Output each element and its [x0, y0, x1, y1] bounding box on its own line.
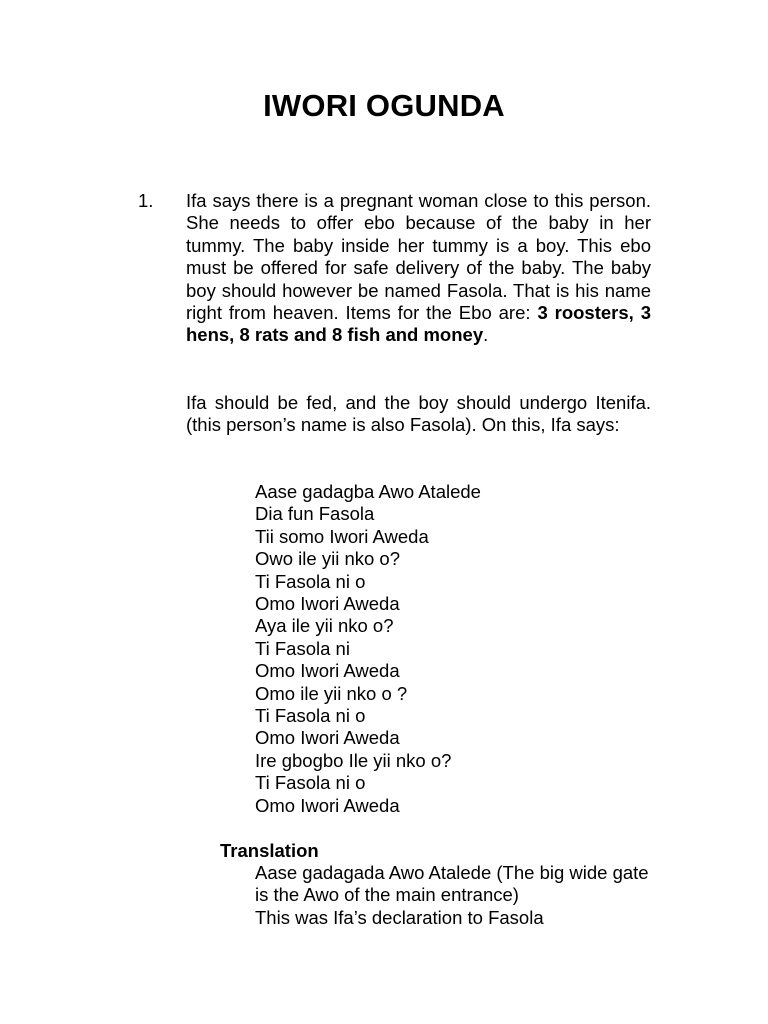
verse-line: Ire gbogbo Ile yii nko o? — [255, 749, 452, 771]
verse-line: Ti Fasola ni o — [255, 705, 366, 727]
verse-line: Omo Iwori Aweda — [255, 593, 400, 615]
document-title: IWORI OGUNDA — [263, 88, 505, 123]
item-number: 1. — [138, 190, 154, 211]
paragraph-ebo-text: Ifa says there is a pregnant woman close to this person. She needs to offer ebo because of the baby in her tummy. The baby inside her tummy is a boy. This ebo must be offered for safe delivery of the baby. The baby boy should however be named Fasola. That is his name right from heaven. Items for the Ebo are: — [186, 190, 651, 324]
verse-line: Aase gadagba Awo Atalede — [255, 481, 481, 502]
verse-line: Aya ile yii nko o? — [255, 615, 394, 637]
verse-list — [255, 481, 481, 817]
translation-line: This was Ifa’s declaration to Fasola — [255, 906, 544, 928]
paragraph-ebo-instructions — [186, 190, 651, 347]
translation-line: Aase gadagada Awo Atalede (The big wide gate is the Awo of the main entrance) — [255, 862, 649, 906]
translation-heading: Translation — [220, 840, 319, 861]
verse-line: Tii somo Iwori Aweda — [255, 525, 429, 547]
verse-line: Omo Iwori Aweda — [255, 727, 400, 749]
verse-line: Omo Iwori Aweda — [255, 794, 400, 816]
verse-line: Owo ile yii nko o? — [255, 548, 400, 570]
verse-line: Omo Iwori Aweda — [255, 660, 400, 682]
verse-line: Ti Fasola ni o — [255, 772, 366, 794]
ebo-items-bold: 3 roosters, 3 hens, 8 rats and 8 fish and money — [186, 302, 651, 346]
paragraph-ebo-end: . — [483, 324, 489, 346]
verse-line: Dia fun Fasola — [255, 503, 375, 525]
verse-line: Omo ile yii nko o ? — [255, 682, 408, 704]
verse-line: Ti Fasola ni — [255, 637, 350, 659]
paragraph-ifa-fed: Ifa should be fed, and the boy should undergo Itenifa. (this person’s name is also Fasola). On this, Ifa says: — [186, 392, 651, 436]
translation-body — [255, 862, 651, 929]
verse-line: Ti Fasola ni o — [255, 570, 366, 592]
